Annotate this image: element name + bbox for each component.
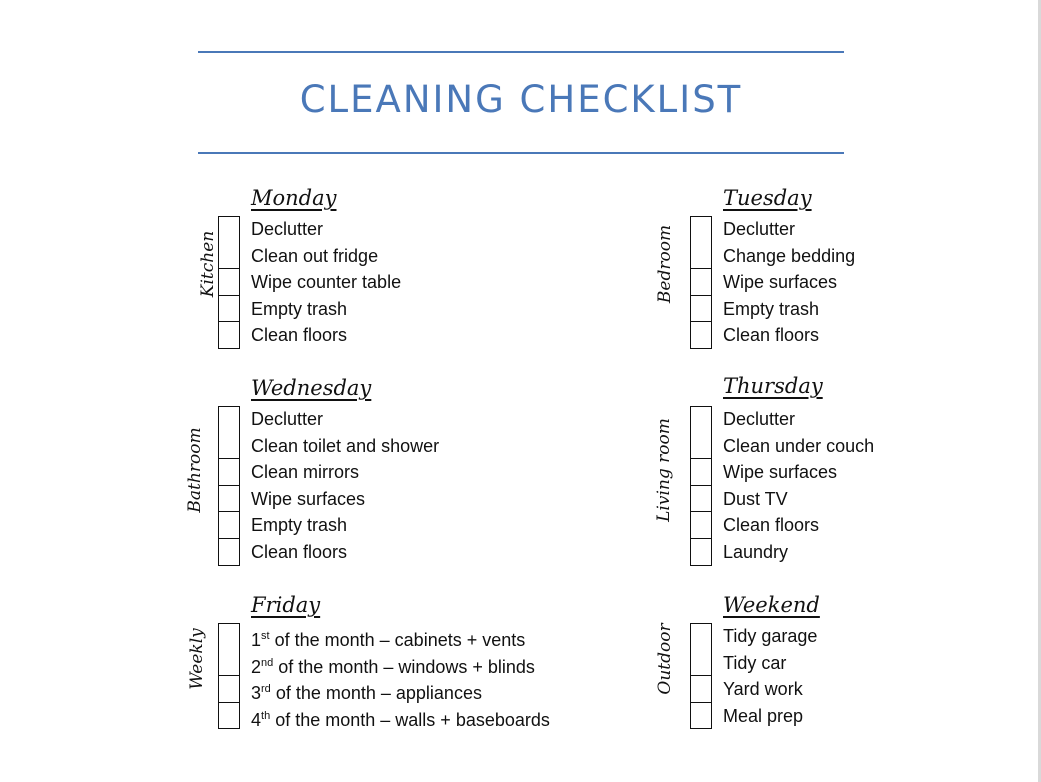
item-label: Empty trash [251, 298, 348, 319]
room-label: Weekly [187, 628, 207, 690]
checkbox[interactable] [218, 216, 240, 244]
checkbox[interactable] [690, 650, 712, 677]
checkbox[interactable] [690, 322, 712, 349]
item-label: Yard work [723, 679, 803, 700]
item-label: Laundry [723, 541, 789, 562]
checkbox[interactable] [218, 703, 240, 730]
item-label: Wipe counter table [251, 272, 402, 293]
item-label: Clean floors [723, 515, 820, 536]
item-label: Clean under couch [723, 435, 875, 456]
checkbox[interactable] [218, 539, 240, 566]
item-label: Change bedding [723, 245, 856, 266]
checkbox[interactable] [218, 296, 240, 323]
checkbox[interactable] [218, 623, 240, 651]
checkbox[interactable] [218, 486, 240, 513]
item-label: Clean toilet and shower [251, 435, 440, 456]
checkbox[interactable] [690, 676, 712, 703]
checkbox[interactable] [218, 243, 240, 270]
item-label: Meal prep [723, 705, 804, 726]
item-label: Declutter [251, 219, 324, 239]
checkbox[interactable] [218, 269, 240, 296]
item-label: Clean floors [723, 325, 820, 346]
item-label: 1st of the month – cabinets + vents [251, 630, 526, 650]
checkbox[interactable] [218, 650, 240, 677]
room-label: Bedroom [655, 224, 675, 304]
checkbox[interactable] [690, 703, 712, 730]
item-label: Wipe surfaces [723, 462, 838, 483]
item-label: Dust TV [723, 488, 788, 509]
checkbox[interactable] [690, 243, 712, 270]
checkbox[interactable] [690, 459, 712, 486]
day-heading: Monday [251, 186, 337, 210]
checkbox[interactable] [690, 296, 712, 323]
page-title: CLEANING CHECKLIST [299, 78, 743, 121]
item-label: Declutter [723, 409, 796, 429]
item-label: Clean floors [251, 325, 348, 346]
checkbox[interactable] [690, 512, 712, 539]
checkbox[interactable] [690, 406, 712, 434]
room-label: Living room [654, 418, 674, 522]
checkbox[interactable] [690, 216, 712, 244]
checkbox[interactable] [690, 433, 712, 460]
day-heading: Tuesday [723, 186, 812, 210]
item-label: Tidy car [723, 652, 787, 673]
checkbox[interactable] [218, 512, 240, 539]
day-heading: Friday [251, 593, 321, 617]
item-label: Declutter [251, 409, 324, 429]
item-label: Wipe surfaces [723, 272, 838, 293]
item-label: 4th of the month – walls + baseboards [251, 709, 550, 730]
checkbox[interactable] [690, 539, 712, 566]
item-label: 3rd of the month – appliances [251, 683, 482, 704]
checkbox[interactable] [218, 406, 240, 434]
checkbox[interactable] [218, 459, 240, 486]
item-label: Declutter [723, 219, 796, 239]
checkbox[interactable] [218, 322, 240, 349]
item-label: Clean out fridge [251, 245, 379, 266]
item-label: Tidy garage [723, 626, 818, 646]
item-label: Wipe surfaces [251, 488, 366, 509]
item-label: 2nd of the month – windows + blinds [251, 656, 535, 677]
day-heading: Wednesday [251, 376, 372, 400]
checkbox[interactable] [690, 486, 712, 513]
bottom-rule [198, 152, 844, 154]
item-label: Clean floors [251, 541, 348, 562]
item-label: Clean mirrors [251, 462, 360, 483]
room-label: Kitchen [198, 230, 218, 298]
day-heading: Thursday [723, 374, 823, 398]
top-rule [198, 51, 844, 53]
checkbox[interactable] [218, 676, 240, 703]
checkbox[interactable] [218, 433, 240, 460]
room-label: Outdoor [655, 623, 675, 695]
day-heading: Weekend [723, 593, 820, 617]
item-label: Empty trash [251, 515, 348, 536]
checkbox[interactable] [690, 623, 712, 651]
checkbox[interactable] [690, 269, 712, 296]
item-label: Empty trash [723, 298, 820, 319]
room-label: Bathroom [185, 427, 205, 513]
